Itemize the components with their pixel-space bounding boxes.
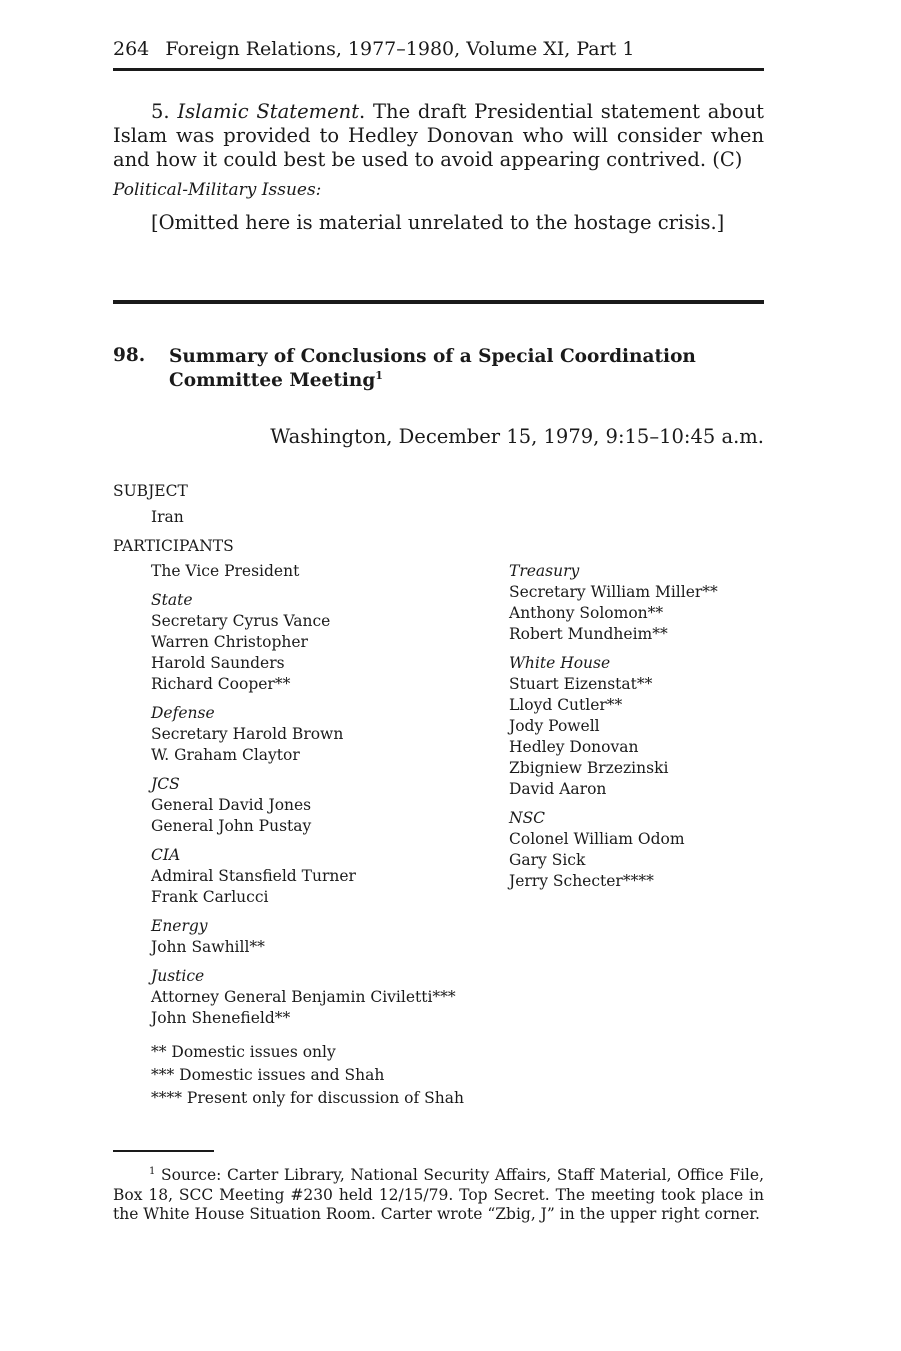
group-name: Treasury (509, 562, 580, 580)
participants-right-column (509, 561, 769, 900)
document-number: 98. (113, 345, 146, 366)
participant: David Aaron (509, 780, 607, 798)
participant-group (151, 845, 491, 908)
participant-notes (151, 1042, 464, 1111)
dateline: Washington, December 15, 1979, 9:15–10:45 a.m. (270, 425, 764, 448)
islamic-statement-paragraph (113, 100, 764, 172)
participant: Harold Saunders (151, 654, 285, 672)
footnote (113, 1166, 764, 1225)
item-number: 5. (151, 100, 170, 123)
document-separator-rule (113, 300, 764, 304)
omitted-note: [Omitted here is material unrelated to the hostage crisis.] (151, 211, 725, 234)
footnote-marker: 1 (149, 1165, 156, 1177)
participant: Attorney General Benjamin Civiletti*** (151, 988, 456, 1006)
participant: John Sawhill** (151, 938, 265, 956)
running-header (113, 36, 764, 62)
participant: Zbigniew Brzezinski (509, 759, 669, 777)
section-label: Political-Military Issues: (113, 180, 322, 200)
participant: Anthony Solomon** (509, 604, 664, 622)
footnote-ref: 1 (375, 368, 383, 382)
group-name: Energy (151, 917, 208, 935)
item-text: . The draft Presidential statement about Islam was provided to Hedley Donovan who will consider when and how it could best be used to avoid appearing contrived. (C) (113, 100, 765, 171)
document-title-text: Summary of Conclusions of a Special Coordination Committee Meeting (169, 346, 696, 391)
footnote-text: Source: Carter Library, National Security Affairs, Staff Material, Office File, Box 18, SCC Meeting #230 held 12/15/79. Top Secret. The meeting took place in the White House Situation Room. Carter wrote “Zbig, J” in the upper right corner. (113, 1166, 764, 1223)
document-title (169, 345, 729, 393)
participant: Jody Powell (509, 717, 600, 735)
participant: General David Jones (151, 796, 312, 814)
participant-group (151, 774, 491, 837)
footnote-rule (113, 1150, 214, 1152)
participant-group (509, 561, 769, 645)
participant: Jerry Schecter**** (509, 872, 654, 890)
note: **** Present only for discussion of Shah (151, 1089, 464, 1107)
participant-group (509, 808, 769, 892)
participant: Hedley Donovan (509, 738, 639, 756)
participant: Secretary William Miller** (509, 583, 718, 601)
item-heading: Islamic Statement (177, 100, 360, 123)
participant-group (151, 916, 491, 958)
group-name: Defense (151, 704, 215, 722)
group-name: CIA (151, 846, 181, 864)
group-name: JCS (151, 775, 180, 793)
participant: Colonel William Odom (509, 830, 685, 848)
participant: Frank Carlucci (151, 888, 269, 906)
participant-vice-president: The Vice President (151, 562, 300, 580)
participant: Admiral Stansfield Turner (151, 867, 356, 885)
participant: Lloyd Cutler** (509, 696, 623, 714)
participant: Stuart Eizenstat** (509, 675, 653, 693)
participant: Richard Cooper** (151, 675, 291, 693)
participant: Warren Christopher (151, 633, 308, 651)
participant: General John Pustay (151, 817, 312, 835)
subject-label: SUBJECT (113, 482, 188, 500)
participant: Gary Sick (509, 851, 586, 869)
group-name: Justice (151, 967, 205, 985)
participant: Secretary Cyrus Vance (151, 612, 331, 630)
participant-group (151, 590, 491, 695)
subject-value: Iran (151, 508, 184, 526)
participant: John Shenefield** (151, 1009, 291, 1027)
participants-label: PARTICIPANTS (113, 537, 234, 555)
group-name: State (151, 591, 193, 609)
group-name: White House (509, 654, 611, 672)
participants-left-column (151, 561, 491, 1037)
participant-group (151, 703, 491, 766)
running-title: Foreign Relations, 1977–1980, Volume XI, Part 1 (165, 38, 635, 60)
participant-group (151, 966, 491, 1029)
note: *** Domestic issues and Shah (151, 1066, 385, 1084)
note: ** Domestic issues only (151, 1043, 336, 1061)
participant: W. Graham Claytor (151, 746, 300, 764)
page-number: 264 (113, 38, 150, 60)
group-name: NSC (509, 809, 546, 827)
participant-group (509, 653, 769, 800)
header-rule (113, 68, 764, 71)
participant: Secretary Harold Brown (151, 725, 344, 743)
participant: Robert Mundheim** (509, 625, 668, 643)
